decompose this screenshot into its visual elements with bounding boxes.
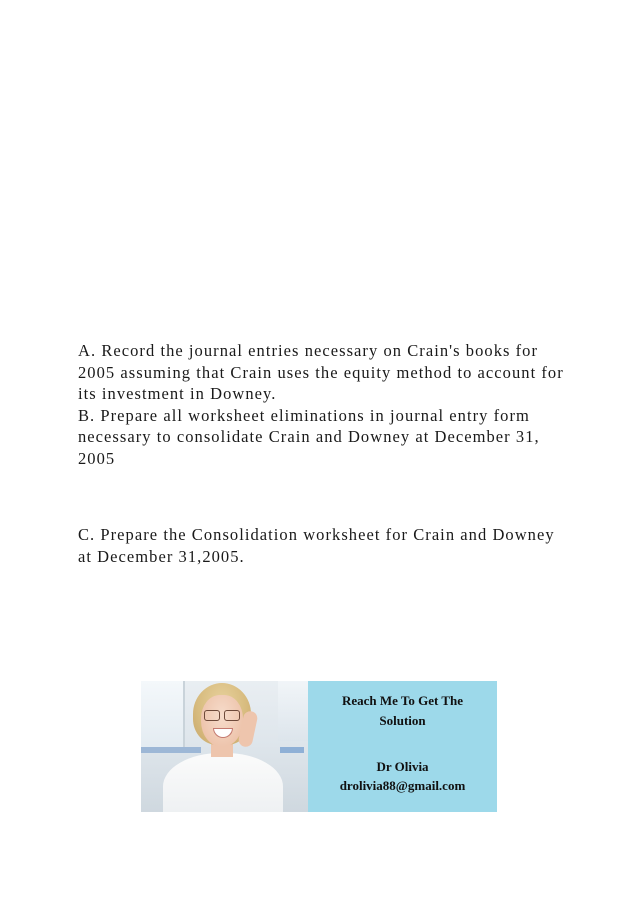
instruction-line: A. Record the journal entries necessary on Crain's books for — [78, 341, 539, 360]
window-backdrop — [141, 681, 185, 751]
promo-headline-cont: Solution — [379, 713, 426, 728]
woman-photo — [141, 681, 308, 812]
shelf-decor — [141, 747, 201, 753]
promo-headline: Reach Me To Get The — [341, 693, 464, 708]
promo-banner — [141, 681, 497, 812]
person-body — [163, 753, 283, 812]
instructions-ab — [78, 340, 578, 470]
instruction-line: 2005 assuming that Crain uses the equity method to account for — [78, 362, 564, 382]
contact-panel — [308, 681, 497, 812]
person-face — [201, 695, 243, 747]
instruction-line: at December 31,2005. — [78, 546, 245, 566]
window-backdrop — [278, 681, 308, 741]
contact-email: drolivia88@gmail.com — [339, 778, 466, 793]
glasses-icon — [204, 710, 240, 720]
instructions-c — [78, 524, 578, 567]
instruction-line: its investment in Downey. — [78, 384, 277, 404]
instruction-line: B. Prepare all worksheet eliminations in journal entry form — [78, 405, 530, 425]
instruction-line: necessary to consolidate Crain and Downey at December 31, — [78, 427, 540, 447]
contact-name: Dr Olivia — [376, 759, 429, 774]
shelf-decor — [280, 747, 304, 753]
instruction-line: 2005 — [78, 448, 116, 468]
instruction-line: C. Prepare the Consolidation worksheet for Crain and Downey — [78, 525, 555, 544]
